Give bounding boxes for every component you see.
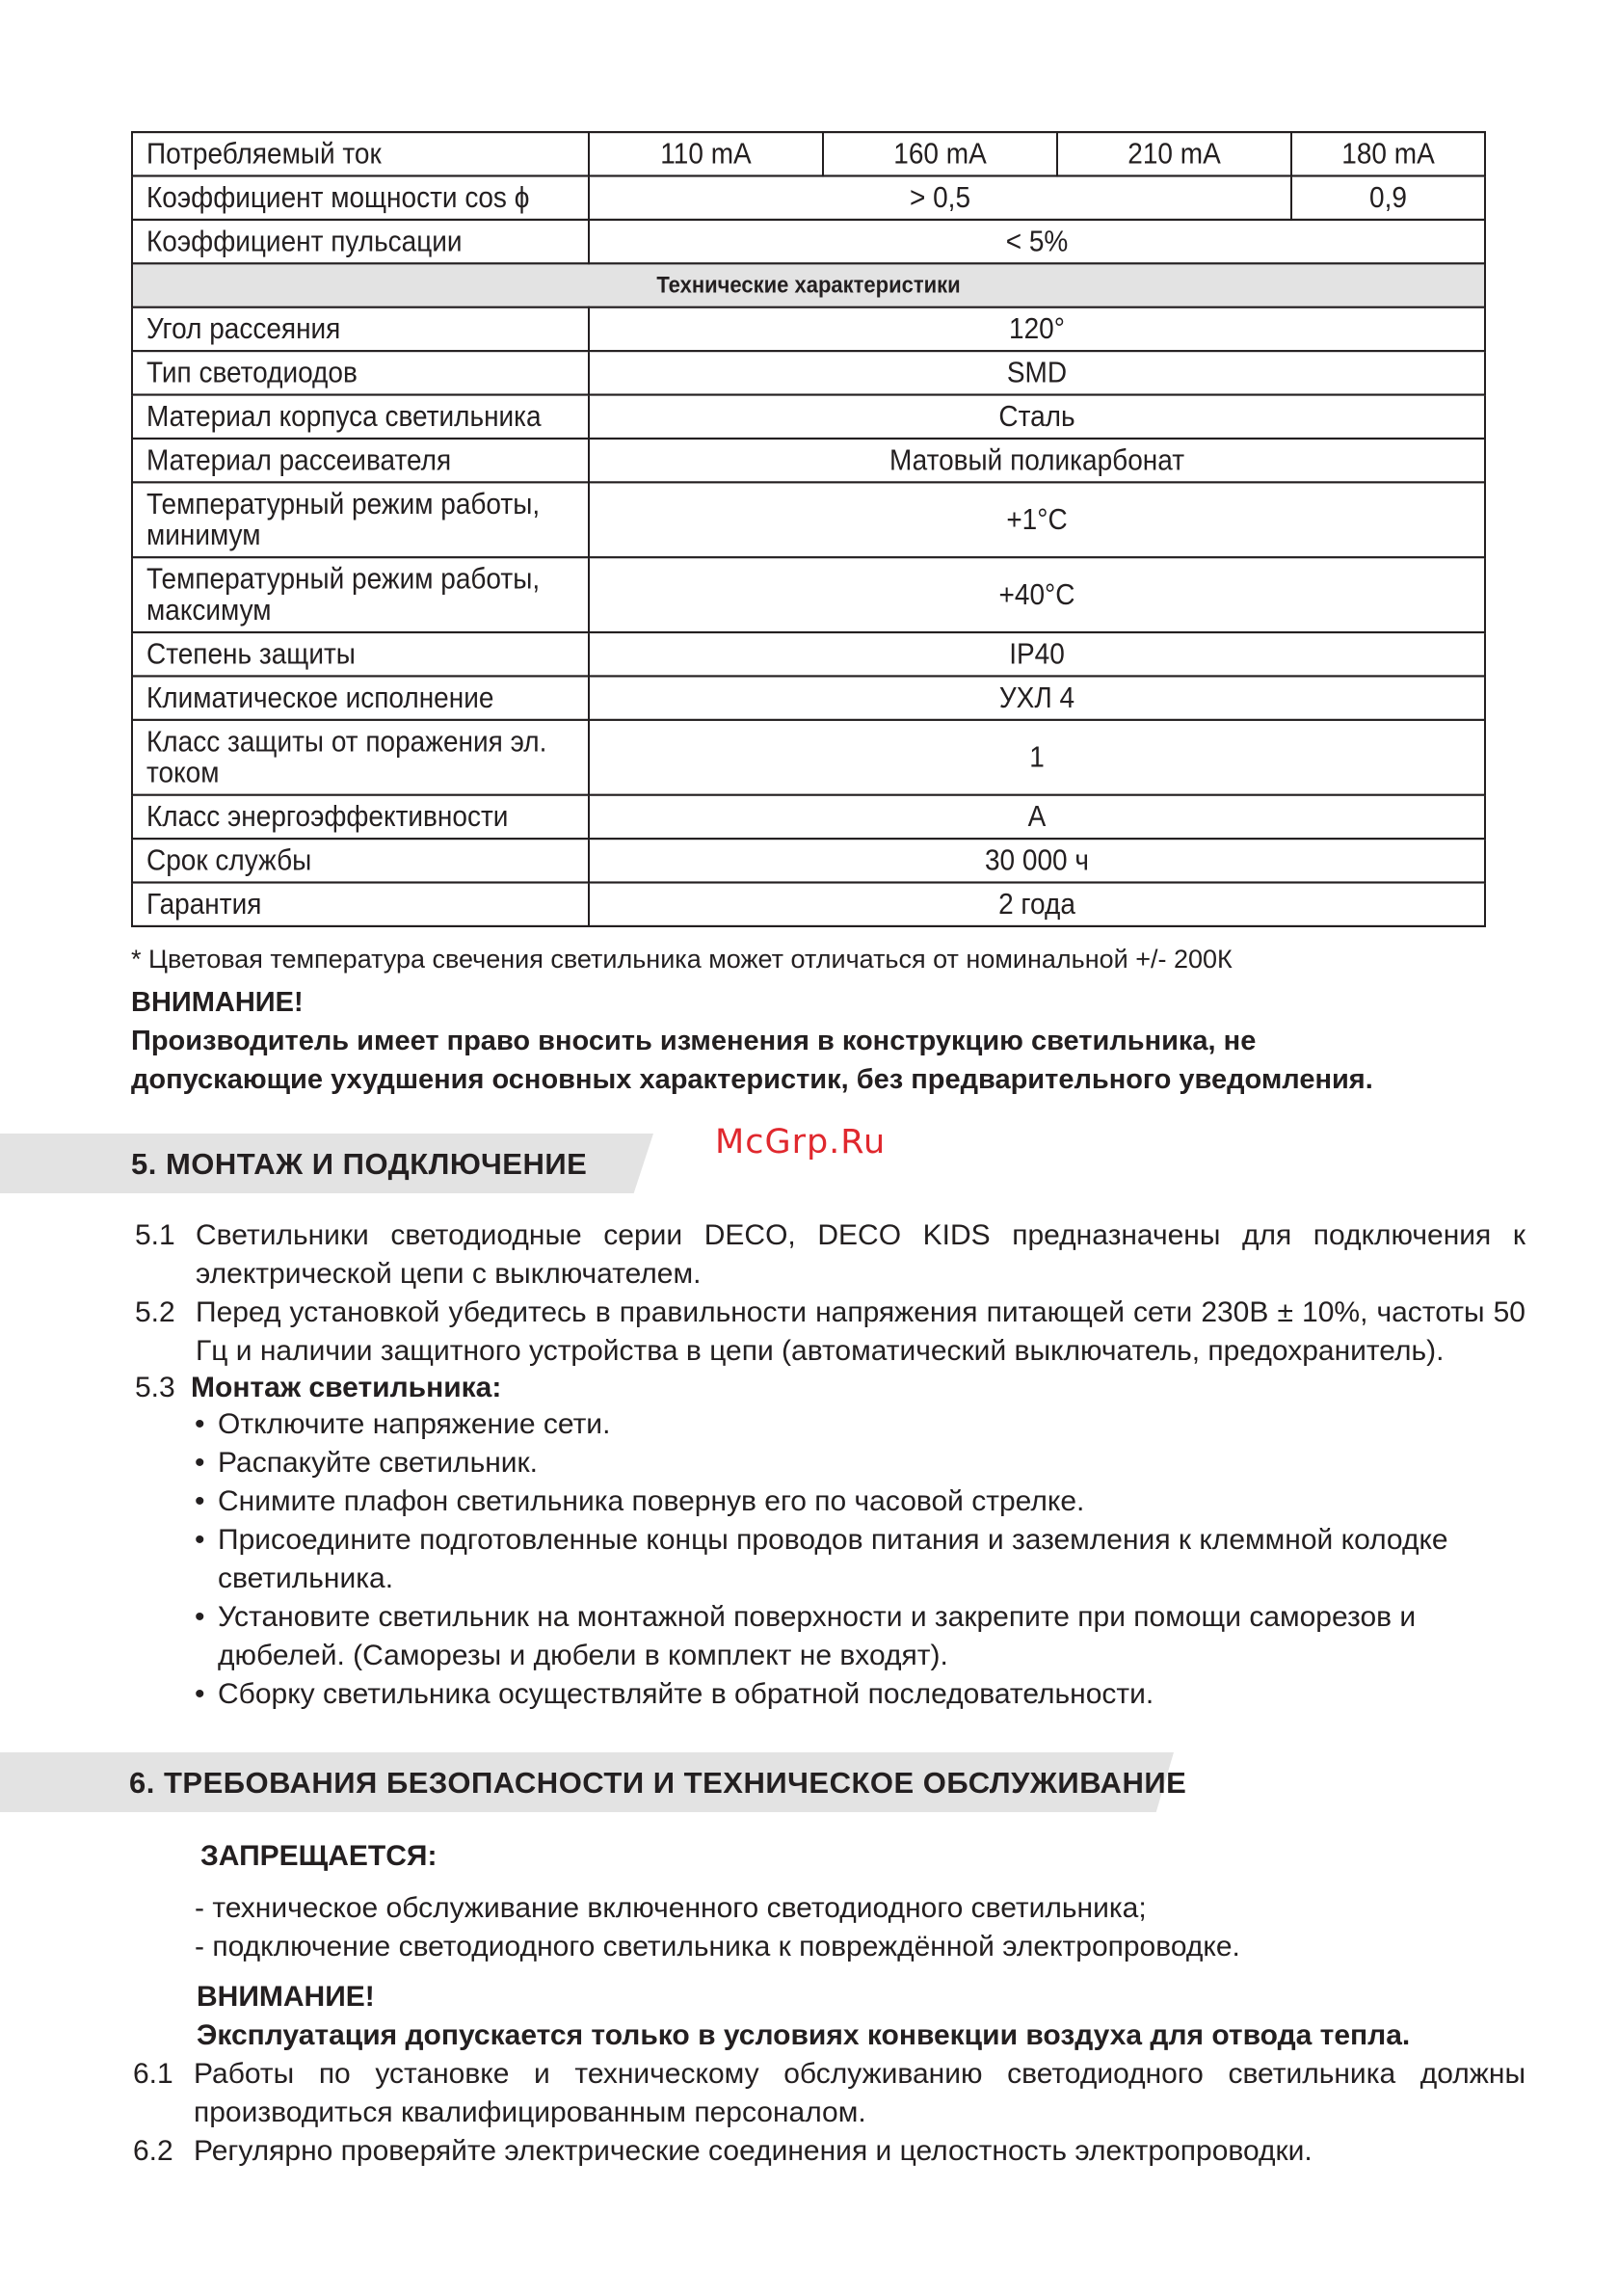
row-label: Температурный режим работы, максимум (132, 557, 589, 632)
paragraph-text: Перед установкой убедитесь в правильности напряжения питающей сети 230В ± 10%, частоты 50 Гц и наличии защитного устройства в цепи (автоматический выключатель, предохранитель). (196, 1296, 1525, 1367)
table-row (132, 351, 1485, 394)
spec-table (131, 131, 1486, 927)
cell-value: Сталь (589, 395, 1485, 439)
warning-line: допускающие ухудшения основных характеристик, без предварительного уведомления. (131, 1064, 1373, 1095)
cell-value: +40°C (589, 557, 1485, 632)
table-row (132, 839, 1485, 882)
row-label: Угол рассеяния (132, 307, 589, 351)
forbidden-item: - техническое обслуживание включенного светодиодного светильника; (195, 1892, 1147, 1924)
row-label: Класс энергоэффективности (132, 795, 589, 839)
warning-block (131, 983, 1373, 1099)
paragraph-5-3 (135, 1369, 1525, 1407)
list-item-text: Распакуйте светильник. (218, 1447, 538, 1479)
cell-value: A (589, 795, 1485, 839)
list-item: • Сборку светильника осуществляйте в обратной последовательности. (195, 1678, 1154, 1710)
cell-value: < 5% (589, 220, 1485, 263)
attention-title: ВНИМАНИЕ! (197, 1981, 375, 2013)
row-label: Температурный режим работы, минимум (132, 482, 589, 557)
row-label: Тип светодиодов (132, 351, 589, 394)
list-item-text: Установите светильник на монтажной поверхности и закрепите при помощи саморезов и дюбелей. (Саморезы и дюбели в комплект не входят). (218, 1601, 1417, 1671)
row-label: Коэффициент пульсации (132, 220, 589, 263)
table-row (132, 795, 1485, 839)
cell-value: 2 года (589, 883, 1485, 926)
row-label: Степень защиты (132, 632, 589, 676)
paragraph-5-1 (135, 1216, 1525, 1294)
table-row (132, 175, 1485, 219)
table-row (132, 632, 1485, 676)
table-row (132, 720, 1485, 795)
forbidden-title: ЗАПРЕЩАЕТСЯ: (200, 1840, 438, 1872)
cell-value: 210 mA (1057, 132, 1291, 175)
cell-value: 0,9 (1291, 175, 1485, 219)
row-label: Материал рассеивателя (132, 439, 589, 482)
cell-value: 180 mA (1291, 132, 1485, 175)
list-item: • Присоедините подготовленные концы проводов питания и заземления к клеммной колодке светильника. (195, 1524, 1448, 1594)
row-label: Гарантия (132, 883, 589, 926)
paragraph-text: Светильники светодиодные серии DECO, DECO KIDS предназначены для подключения к электрической цепи с выключателем. (196, 1219, 1525, 1290)
warning-line: Производитель имеет право вносить изменения в конструкцию светильника, не (131, 1026, 1257, 1056)
section-title: 5. МОНТАЖ И ПОДКЛЮЧЕНИЕ (131, 1147, 588, 1181)
paragraph-number: 6.2 (133, 2135, 173, 2167)
paragraph-6-2 (133, 2132, 1525, 2171)
list-item: • Снимите плафон светильника повернув его по часовой стрелке. (195, 1485, 1085, 1517)
list-item: • Установите светильник на монтажной поверхности и закрепите при помощи саморезов и дюбелей. (Саморезы и дюбели в комплект не входят). (195, 1601, 1417, 1671)
cell-value: > 0,5 (589, 175, 1291, 219)
warning-title: ВНИМАНИЕ! (131, 987, 304, 1018)
section-title: Технические характеристики (132, 263, 1485, 307)
list-item: • Отключите напряжение сети. (195, 1408, 611, 1440)
section-title: 6. ТРЕБОВАНИЯ БЕЗОПАСНОСТИ И ТЕХНИЧЕСКОЕ ОБСЛУЖИВАНИЕ (129, 1766, 1187, 1800)
paragraph-6-1 (133, 2055, 1525, 2132)
attention-text: Эксплуатация допускается только в условиях конвекции воздуха для отвода тепла. (197, 2019, 1411, 2051)
cell-value: 110 mA (589, 132, 823, 175)
cell-value: УХЛ 4 (589, 676, 1485, 719)
table-row (132, 220, 1485, 263)
table-row (132, 132, 1485, 175)
paragraph-text: Регулярно проверяйте электрические соединения и целостность электропроводки. (194, 2135, 1313, 2167)
list-item-text: Присоедините подготовленные концы проводов питания и заземления к клеммной колодке светильника. (218, 1524, 1448, 1594)
paragraph-number: 6.1 (133, 2058, 173, 2090)
cell-value: 30 000 ч (589, 839, 1485, 882)
table-row (132, 883, 1485, 926)
row-label: Материал корпуса светильника (132, 395, 589, 439)
cell-value: 160 mA (823, 132, 1057, 175)
paragraph-5-2 (135, 1294, 1525, 1371)
row-label: Срок службы (132, 839, 589, 882)
list-item-text: Сборку светильника осуществляйте в обратной последовательности. (218, 1678, 1154, 1710)
row-label: Потребляемый ток (132, 132, 589, 175)
cell-value: 120° (589, 307, 1485, 351)
row-label: Климатическое исполнение (132, 676, 589, 719)
mounting-steps (195, 1405, 1525, 1714)
table-row (132, 482, 1485, 557)
paragraph-number: 5.2 (135, 1296, 175, 1328)
watermark: McGrp.Ru (715, 1123, 887, 1161)
list-item-text: Отключите напряжение сети. (218, 1408, 611, 1440)
paragraph-number: 5.1 (135, 1219, 175, 1251)
table-row (132, 676, 1485, 719)
paragraph-text: Работы по установке и техническому обслуживанию светодиодного светильника должны производиться квалифицированным персоналом. (194, 2058, 1525, 2128)
row-label: Класс защиты от поражения эл. током (132, 720, 589, 795)
row-label: Коэффициент мощности cos ϕ (132, 175, 589, 219)
table-row (132, 439, 1485, 482)
table-section-header (132, 263, 1485, 307)
paragraph-number: 5.3 (135, 1372, 175, 1403)
table-row (132, 395, 1485, 439)
table-row (132, 307, 1485, 351)
table-row (132, 557, 1485, 632)
cell-value: SMD (589, 351, 1485, 394)
footnote: * Цветовая температура свечения светильника может отличаться от номинальной +/- 200К (131, 945, 1233, 974)
cell-value: 1 (589, 720, 1485, 795)
list-item: • Распакуйте светильник. (195, 1447, 538, 1479)
cell-value: Матовый поликарбонат (589, 439, 1485, 482)
cell-value: IP40 (589, 632, 1485, 676)
list-item-text: Снимите плафон светильника повернув его по часовой стрелке. (218, 1485, 1085, 1517)
paragraph-title: Монтаж светильника: (191, 1372, 502, 1403)
forbidden-item: - подключение светодиодного светильника к повреждённой электропроводке. (195, 1931, 1240, 1962)
cell-value: +1°C (589, 482, 1485, 557)
